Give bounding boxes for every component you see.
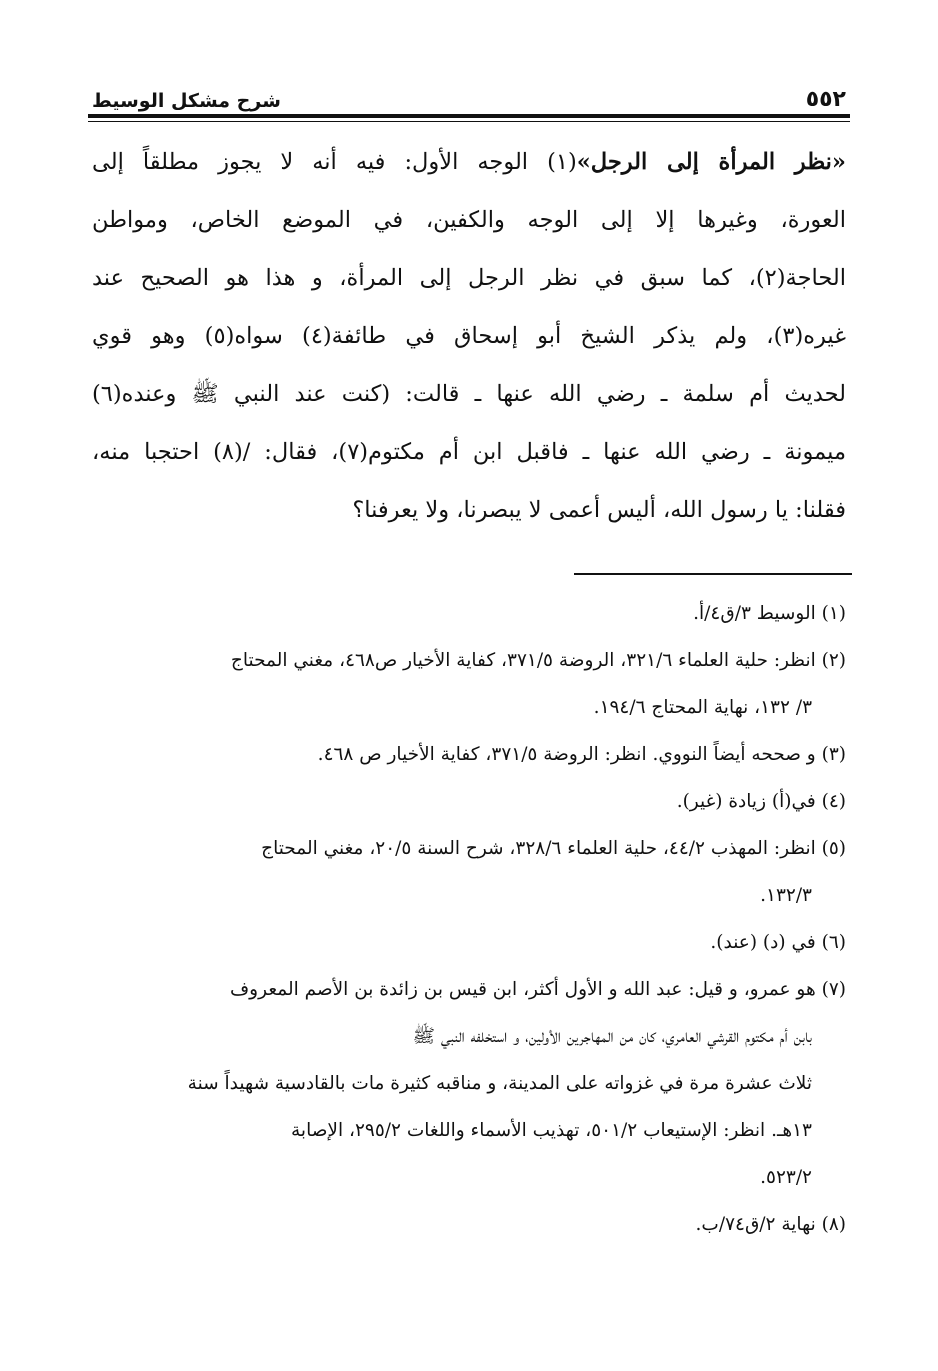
section-heading: «نظر المرأة إلى الرجل»: [576, 149, 846, 175]
footnote-8: (٨) نهاية ٢/ق٧٤/ب.: [695, 1214, 846, 1235]
header-rule-thin: [88, 121, 850, 122]
footnote-5-cont: ١٣٢/٣.: [760, 885, 812, 906]
body-line-5: لحديث أم سلمة ـ رضي الله عنها ـ قالت: (كنت عند النبي ﷺ وعنده(٦): [92, 381, 846, 407]
footnote-separator: [574, 573, 852, 575]
footnote-6: (٦) في (د) (عند).: [710, 932, 846, 953]
footnote-2: (٢) انظر: حلية العلماء ٣٢١/٦، الروضة ٣٧١/٥، كفاية الأخيار ص٤٦٨، مغني المحتاج: [230, 650, 846, 671]
footnote-4: (٤) في(أ) زيادة (غير).: [676, 791, 846, 812]
footnote-7-cont-4: ٥٢٣/٢.: [760, 1167, 812, 1188]
footnote-5: (٥) انظر: المهذب ٤٤/٢، حلية العلماء ٣٢٨/٦، شرح السنة ٢٠/٥، مغني المحتاج: [261, 838, 846, 859]
body-line-4: غيره(٣)، ولم يذكر الشيخ أبو إسحاق في طائفة(٤) سواه(٥) وهو قوي: [92, 323, 846, 349]
body-line-2: العورة، وغيرها إلا إلى الوجه والكفين، في الموضع الخاص، ومواطن: [92, 207, 846, 233]
body-line-1-rest: (١) الوجه الأول: فيه أنه لا يجوز مطلقاً إلى: [92, 149, 577, 175]
footnote-7-cont-1: بابن أم مكتوم القرشي العامري، كان من المهاجرين الأولين، و استخلفه النبي ﷺ: [412, 1026, 812, 1047]
footnote-2-cont: ٣/ ١٣٢، نهاية المحتاج ١٩٤/٦.: [593, 697, 812, 718]
footnote-3: (٣) و صححه أيضاً النووي. انظر: الروضة ٣٧١/٥، كفاية الأخيار ص ٤٦٨.: [317, 744, 846, 765]
page-number: ٥٥٢: [805, 87, 846, 112]
body-line-3: الحاجة(٢)، كما سبق في نظر الرجل إلى المرأة، و هذا هو الصحيح عند: [92, 265, 846, 291]
page-header: [92, 74, 846, 112]
running-title: شرح مشكل الوسيط: [92, 90, 281, 112]
body-line-6: ميمونة ـ رضي الله عنها ـ فاقبل ابن أم مكتوم(٧)، فقال: /(٨) احتجبا منه،: [92, 439, 846, 465]
main-text: [92, 133, 846, 539]
body-line-7: فقلنا: يا رسول الله، أليس أعمى لا يبصرنا، ولا يعرفنا؟: [352, 497, 846, 523]
footnote-7-cont-2: ثلاث عشرة مرة في غزواته على المدينة، و مناقبه كثيرة مات بالقادسية شهيداً سنة: [187, 1073, 812, 1094]
footnote-7: (٧) هو عمرو، و قيل: عبد الله و الأول أكثر، ابن قيس بن زائدة بن الأصم المعروف: [230, 979, 846, 1000]
body-line-1: [92, 133, 846, 191]
footnotes: [92, 590, 846, 1248]
header-rule-thick: [88, 114, 850, 118]
footnote-7-cont-3: ١٣هـ. انظر: الإستيعاب ٥٠١/٢، تهذيب الأسماء واللغات ٢٩٥/٢، الإصابة: [291, 1120, 812, 1141]
footnote-1: (١) الوسيط ٣/ق٤/أ.: [693, 603, 846, 624]
